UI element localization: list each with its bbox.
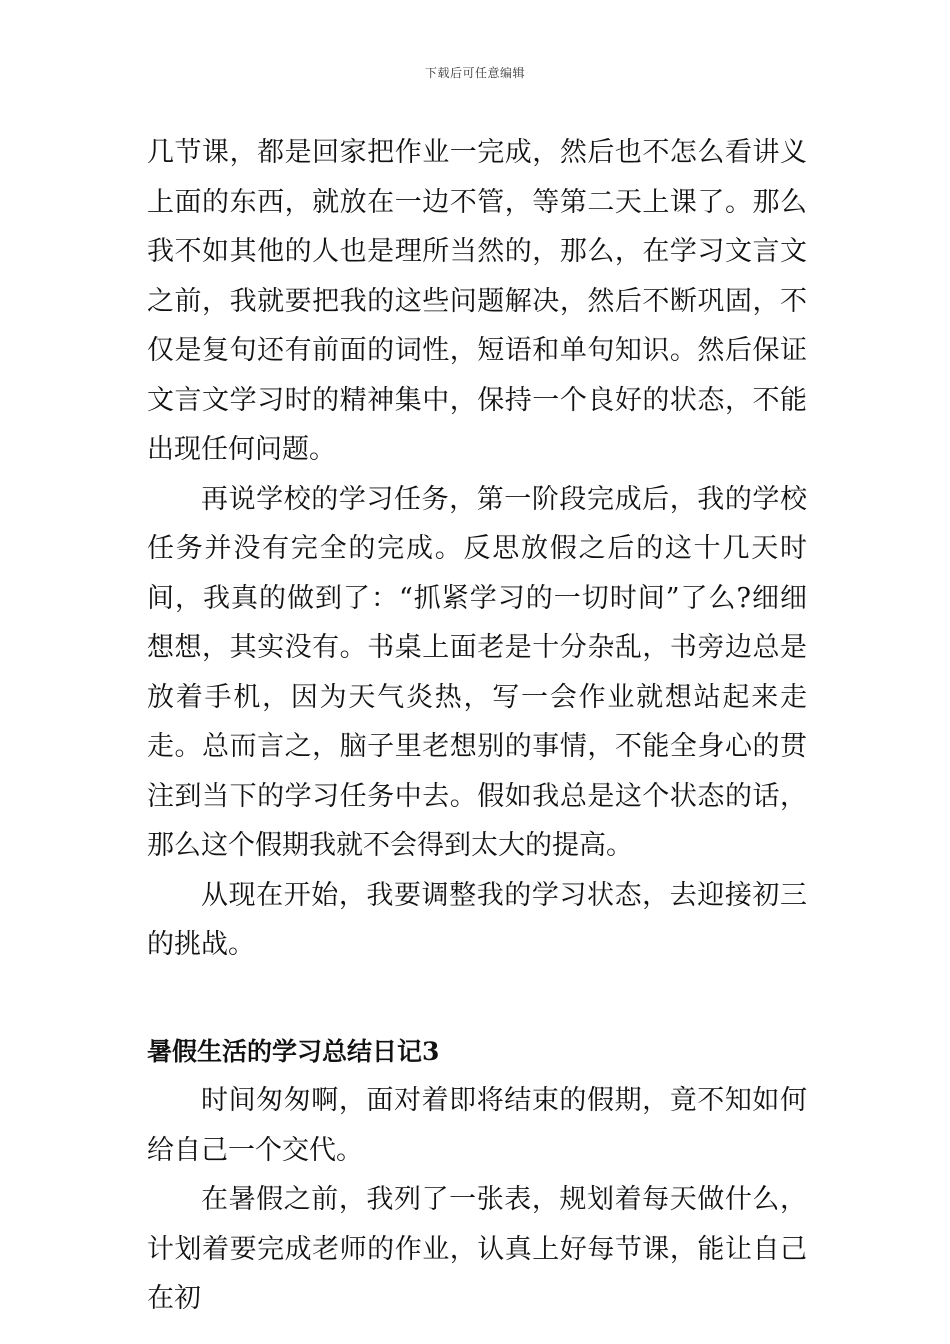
paragraph-before-vacation: 在暑假之前，我列了一张表，规划着每天做什么，计划着要完成老师的作业，认真上好每节课，能让自己在初 <box>147 1184 807 1314</box>
paragraph-adjust-state: 从现在开始，我要调整我的学习状态，去迎接初三的挑战。 <box>147 879 807 960</box>
section-title: 暑假生活的学习总结日记3 <box>147 1036 440 1066</box>
paragraph-time-passes: 时间匆匆啊，面对着即将结束的假期，竟不知如何给自己一个交代。 <box>147 1085 807 1166</box>
paragraph-school-tasks: 再说学校的学习任务，第一阶段完成后，我的学校任务并没有完全的完成。反思放假之后的这十几天时间，我真的做到了：“抓紧学习的一切时间”了么?细细想想，其实没有。书桌上面老是十分杂乱，书旁边总是放着手机，因为天气炎热，写一会作业就想站起来走走。总而言之，脑子里老想别的事情，不能全身心的贯注到当下的学习任务中去。假如我总是这个状态的话，那么这个假期我就不会得到太大的提高。 <box>147 483 807 861</box>
document-body <box>147 128 807 1324</box>
page-header-note: 下载后可任意编辑 <box>424 66 525 80</box>
paragraph-continuation: 几节课，都是回家把作业一完成，然后也不怎么看讲义上面的东西，就放在一边不管，等第二天上课了。那么我不如其他的人也是理所当然的，那么，在学习文言文之前，我就要把我的这些问题解决，然后不断巩固，不仅是复句还有前面的词性，短语和单句知识。然后保证文言文学习时的精神集中，保持一个良好的状态，不能出现任何问题。 <box>147 137 807 465</box>
